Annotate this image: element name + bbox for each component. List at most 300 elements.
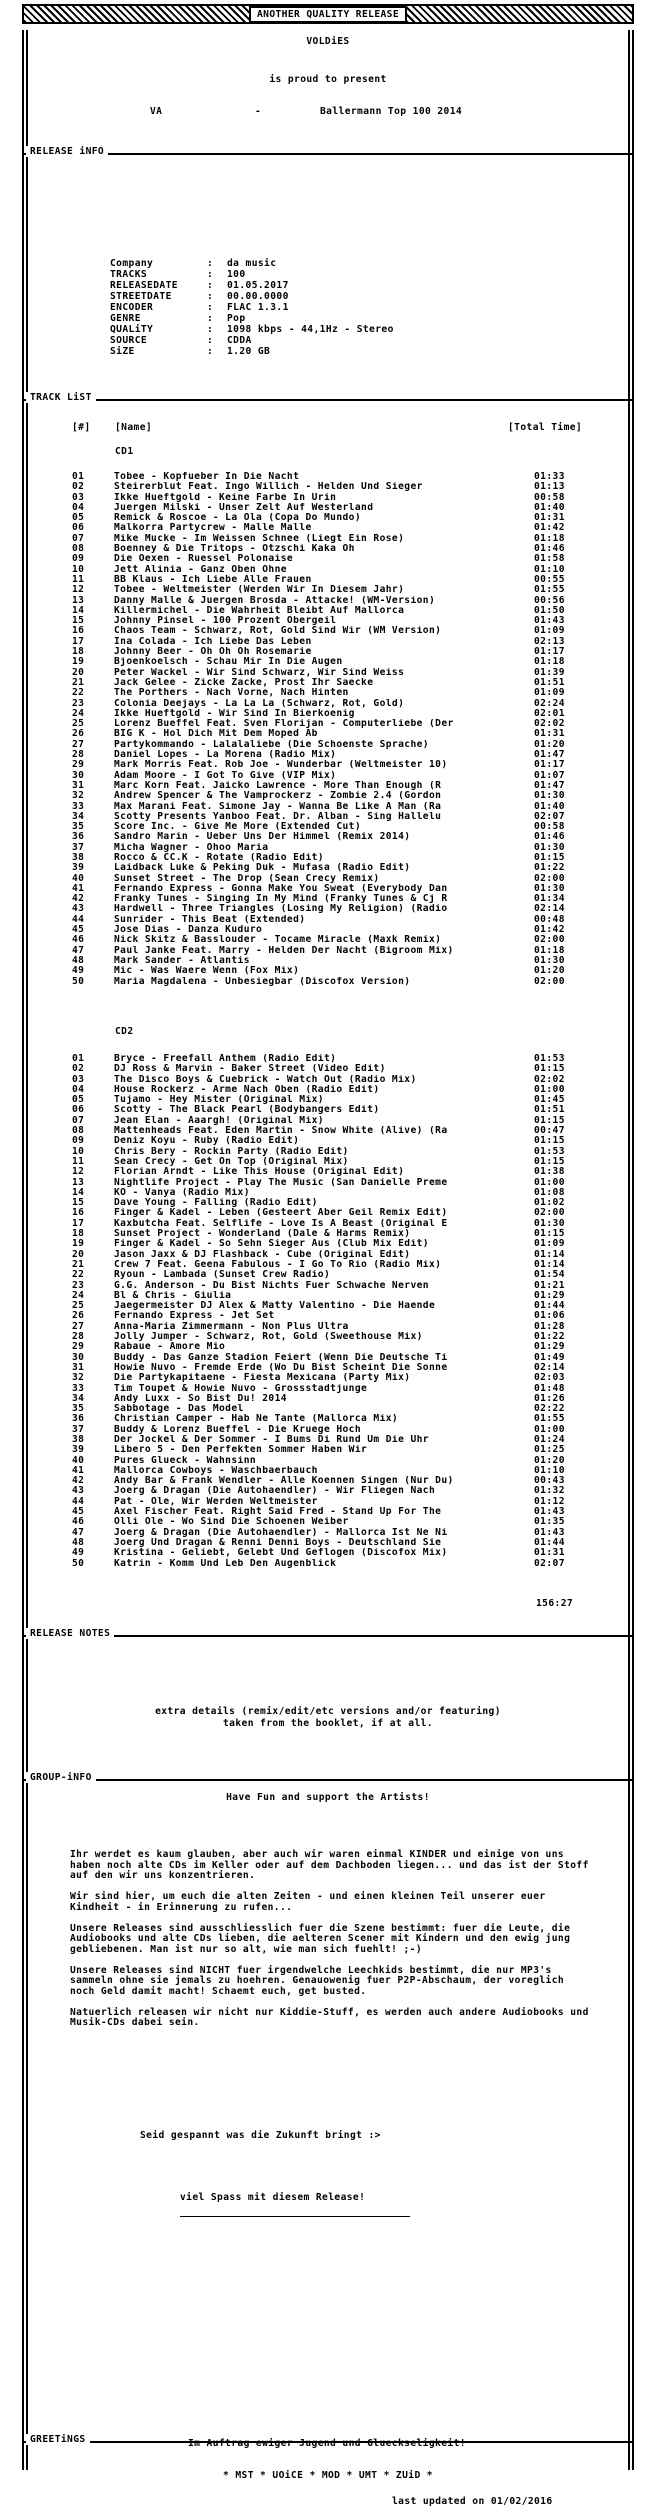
track-row xyxy=(72,1332,574,1342)
track-number: 07 xyxy=(72,1114,85,1126)
info-key: GENRE xyxy=(110,313,141,324)
track-duration: 01:46 xyxy=(534,543,565,555)
track-row xyxy=(72,1456,574,1466)
track-title: Christian Camper - Hab Ne Tante (Mallorca Mix) xyxy=(114,1414,399,1425)
info-colon: : xyxy=(207,335,214,346)
track-title: Pures Glueck - Wahnsinn xyxy=(114,1455,257,1466)
track-title: Boenney & Die Tritops - Otzschi Kaka Oh xyxy=(114,544,355,555)
group-tagline: Have Fun and support the Artists! xyxy=(226,1792,430,1803)
track-title: Mike Mucke - Im Weissen Schnee (Liegt Ein Rose) xyxy=(114,533,405,544)
track-title: Dave Young - Falling (Radio Edit) xyxy=(114,1198,318,1209)
track-row xyxy=(72,771,574,781)
track-title: Mattenheads Feat. Eden Martin - Snow White (Alive) (Ra xyxy=(114,1126,448,1137)
greetings-text: Im Auftrag ewiger Jugend und Glueckseligkeit! xyxy=(188,2438,466,2449)
track-row xyxy=(72,843,574,853)
track-duration: 01:10 xyxy=(534,563,565,575)
track-row xyxy=(72,956,574,966)
track-duration: 01:47 xyxy=(534,779,565,791)
track-row xyxy=(72,1198,574,1208)
track-number: 15 xyxy=(72,1197,85,1209)
track-duration: 01:47 xyxy=(534,749,565,761)
track-duration: 00:58 xyxy=(534,821,565,833)
track-row xyxy=(72,1219,574,1229)
track-title: Libero 5 - Den Perfekten Sommer Haben Wir xyxy=(114,1445,368,1456)
track-duration: 01:00 xyxy=(534,1176,565,1188)
track-title: Peter Wackel - Wir Sind Schwarz, Wir Sind Weiss xyxy=(114,667,405,678)
track-duration: 00:56 xyxy=(534,594,565,606)
track-row xyxy=(72,1363,574,1373)
track-title: Partykommando - Lalalaliebe (Die Schoenste Sprache) xyxy=(114,739,429,750)
track-duration: 01:15 xyxy=(534,1135,565,1147)
track-number: 09 xyxy=(72,553,85,565)
track-title: Steirerblut Feat. Ingo Willich - Helden Und Sieger xyxy=(114,482,423,493)
track-number: 45 xyxy=(72,1506,85,1518)
track-title: Bryce - Freefall Anthem (Radio Edit) xyxy=(114,1054,337,1064)
track-title: Finger & Kadel - Leben (Gesteert Aber Geil Remix Edit) xyxy=(114,1208,448,1219)
track-title: BB Klaus - Ich Liebe Alle Frauen xyxy=(114,574,312,585)
track-title: Sean Crecy - Get On Top (Original Mix) xyxy=(114,1156,349,1167)
group-info-paragraph: Unsere Releases sind NICHT fuer irgendwelche Leechkids bestimmt, die nur MP3's sammeln ohne sie jemals zu hoehren. Genauowenig fuer P2P-Abschaum, der voreglich noch Geld damit macht! Schaemt euch, get busted. xyxy=(70,1964,565,1997)
track-row xyxy=(72,1178,574,1188)
track-duration: 01:24 xyxy=(534,1433,565,1445)
track-number: 17 xyxy=(72,1217,85,1229)
info-value: 1098 kbps - 44,1Hz - Stereo xyxy=(227,324,394,335)
track-duration: 02:22 xyxy=(534,1403,565,1415)
track-row xyxy=(72,977,574,987)
track-number: 43 xyxy=(72,1485,85,1497)
track-number: 42 xyxy=(72,893,85,905)
track-number: 18 xyxy=(72,646,85,658)
track-number: 34 xyxy=(72,810,85,822)
track-number: 23 xyxy=(72,697,85,709)
track-number: 28 xyxy=(72,749,85,761)
track-title: Crew 7 Feat. Geena Fabulous - I Go To Rio (Radio Mix) xyxy=(114,1259,442,1270)
info-colon: : xyxy=(207,280,214,291)
track-row xyxy=(72,719,574,729)
track-duration: 01:18 xyxy=(534,532,565,544)
info-value: 100 xyxy=(227,269,246,280)
track-title: Mic - Was Waere Wenn (Fox Mix) xyxy=(114,966,300,977)
track-number: 33 xyxy=(72,1382,85,1394)
track-number: 25 xyxy=(72,718,85,730)
track-row xyxy=(72,1239,574,1249)
track-duration: 01:25 xyxy=(534,1444,565,1456)
track-duration: 02:00 xyxy=(534,975,565,987)
track-title: Adam Moore - I Got To Give (VIP Mix) xyxy=(114,770,337,781)
track-duration: 01:49 xyxy=(534,1351,565,1363)
track-title: Franky Tunes - Singing In My Mind (Franky Tunes & Cj R xyxy=(114,894,448,905)
track-row xyxy=(72,482,574,492)
track-duration: 01:44 xyxy=(534,1536,565,1548)
track-duration: 01:30 xyxy=(534,841,565,853)
track-title: Score Inc. - Give Me More (Extended Cut) xyxy=(114,822,362,833)
track-number: 16 xyxy=(72,625,85,637)
track-title: Paul Janke Feat. Marry - Helden Der Nacht (Bigroom Mix) xyxy=(114,945,454,956)
proud-line: is proud to present xyxy=(269,74,387,85)
track-duration: 01:29 xyxy=(534,1341,565,1353)
track-title: Joerg & Dragan (Die Autohaendler) - Mallorca Ist Ne Ni xyxy=(114,1527,448,1538)
track-duration: 01:43 xyxy=(534,1526,565,1538)
track-row xyxy=(72,802,574,812)
track-number: 24 xyxy=(72,707,85,719)
track-number: 15 xyxy=(72,615,85,627)
track-title: Daniel Lopes - La Morena (Radio Mix) xyxy=(114,750,337,761)
track-number: 11 xyxy=(72,1155,85,1167)
release-info-row xyxy=(110,291,394,302)
track-duration: 01:45 xyxy=(534,1094,565,1106)
track-title: Ina Colada - Ich Liebe Das Leben xyxy=(114,636,312,647)
track-title: Chaos Team - Schwarz, Rot, Gold Sind Wir (WM Version) xyxy=(114,626,442,637)
track-duration: 02:00 xyxy=(534,934,565,946)
track-duration: 01:42 xyxy=(534,522,565,534)
track-duration: 01:08 xyxy=(534,1186,565,1198)
track-number: 32 xyxy=(72,790,85,802)
track-title: Johnny Pinsel - 100 Prozent Obergeil xyxy=(114,616,337,627)
track-title: Danny Malle & Juergen Brosda - Attacke! (WM-Version) xyxy=(114,595,436,606)
track-title: Jolly Jumper - Schwarz, Rot, Gold (Sweethouse Mix) xyxy=(114,1332,423,1343)
track-title: Jose Dias - Danza Kuduro xyxy=(114,925,263,936)
track-duration: 01:00 xyxy=(534,1423,565,1435)
track-number: 14 xyxy=(72,1186,85,1198)
track-row xyxy=(72,1342,574,1352)
track-row xyxy=(72,1064,574,1074)
track-row xyxy=(72,503,574,513)
track-duration: 01:40 xyxy=(534,800,565,812)
track-row xyxy=(72,1095,574,1105)
track-duration: 01:55 xyxy=(534,1413,565,1425)
info-colon: : xyxy=(207,346,214,357)
track-row xyxy=(72,565,574,575)
track-row xyxy=(72,1105,574,1115)
track-duration: 02:01 xyxy=(534,707,565,719)
track-row xyxy=(72,1085,574,1095)
track-number: 29 xyxy=(72,759,85,771)
last-updated: last updated on 01/02/2016 xyxy=(392,2496,553,2507)
track-duration: 01:20 xyxy=(534,965,565,977)
track-duration: 00:48 xyxy=(534,913,565,925)
info-colon: : xyxy=(207,313,214,324)
track-number: 31 xyxy=(72,779,85,791)
track-number: 01 xyxy=(72,471,85,482)
track-duration: 02:14 xyxy=(534,903,565,915)
track-duration: 01:51 xyxy=(534,1104,565,1116)
track-title: Anna-Maria Zimmermann - Non Plus Ultra xyxy=(114,1321,349,1332)
track-duration: 01:18 xyxy=(534,944,565,956)
cd1-tracklist xyxy=(72,472,574,987)
track-row xyxy=(72,1476,574,1486)
track-duration: 01:30 xyxy=(534,882,565,894)
track-title: Der Jockel & Der Sommer - I Bums Di Rund Um Die Uhr xyxy=(114,1434,429,1445)
track-title: Buddy - Das Ganze Stadion Feiert (Wenn Die Deutsche Ti xyxy=(114,1352,448,1363)
group-info-paragraph: Ihr werdet es kaum glauben, aber auch wir waren einmal KINDER und einige von uns haben noch alte CDs im Keller oder auf dem Dachboden liegen... und das ist der Stoff auf den wir uns konzentrieren. xyxy=(70,1849,589,1881)
track-title: Joerg & Dragan (Die Autohaendler) - Wir Fliegen Nach xyxy=(114,1486,436,1497)
track-number: 27 xyxy=(72,1320,85,1332)
track-row xyxy=(72,1054,574,1064)
track-row xyxy=(72,925,574,935)
track-row xyxy=(72,1126,574,1136)
release-artist: VA xyxy=(150,106,163,117)
info-value: 1.20 GB xyxy=(227,346,271,357)
track-duration: 01:55 xyxy=(534,584,565,596)
track-title: Kristina - Geliebt, Gelebt Und Geflogen (Discofox Mix) xyxy=(114,1548,448,1559)
track-title: Buddy & Lorenz Bueffel - Die Kruege Hoch xyxy=(114,1424,362,1435)
track-title: Jack Gelee - Zicke Zacke, Prost Ihr Saecke xyxy=(114,677,374,688)
track-title: Juergen Milski - Unser Zelt Auf Westerland xyxy=(114,502,374,513)
track-row xyxy=(72,1157,574,1167)
track-title: Joerg Und Dragan & Renni Denni Boys - Deutschland Sie xyxy=(114,1537,442,1548)
track-duration: 01:43 xyxy=(534,1506,565,1518)
track-row xyxy=(72,1528,574,1538)
track-title: Pat - Ole, Wir Werden Weltmeister xyxy=(114,1496,318,1507)
track-title: Axel Fischer Feat. Right Said Fred - Stand Up For The xyxy=(114,1507,442,1518)
info-key: SiZE xyxy=(110,346,135,357)
info-colon: : xyxy=(207,302,214,313)
track-number: 49 xyxy=(72,1547,85,1559)
info-value: CDDA xyxy=(227,335,252,346)
track-title: The Disco Boys & Cuebrick - Watch Out (Radio Mix) xyxy=(114,1074,417,1085)
track-row xyxy=(72,1291,574,1301)
track-row xyxy=(72,1188,574,1198)
track-title: Howie Nuvo - Fremde Erde (Wo Du Bist Scheint Die Sonne xyxy=(114,1362,448,1373)
track-number: 46 xyxy=(72,934,85,946)
track-row xyxy=(72,822,574,832)
track-row xyxy=(72,791,574,801)
track-title: Rocco & CC.K - Rotate (Radio Edit) xyxy=(114,852,324,863)
track-number: 10 xyxy=(72,1145,85,1157)
track-duration: 01:22 xyxy=(534,1331,565,1343)
track-duration: 02:07 xyxy=(534,1557,565,1569)
track-title: Olli Ole - Wo Sind Die Schoenen Weiber xyxy=(114,1517,349,1528)
track-number: 10 xyxy=(72,563,85,575)
track-number: 03 xyxy=(72,491,85,503)
track-number: 04 xyxy=(72,1083,85,1095)
track-row xyxy=(72,554,574,564)
track-duration: 01:13 xyxy=(534,481,565,493)
track-number: 31 xyxy=(72,1361,85,1373)
track-row xyxy=(72,884,574,894)
track-duration: 02:00 xyxy=(534,1207,565,1219)
track-title: Tim Toupet & Howie Nuvo - Grossstadtjunge xyxy=(114,1383,368,1394)
release-info-row xyxy=(110,258,394,269)
track-duration: 02:03 xyxy=(534,1372,565,1384)
col-name-header: [Name] xyxy=(115,422,153,433)
track-number: 19 xyxy=(72,1238,85,1250)
track-title: Jason Jaxx & DJ Flashback - Cube (Original Edit) xyxy=(114,1249,411,1260)
track-duration: 01:46 xyxy=(534,831,565,843)
track-title: Fernando Express - Jet Set xyxy=(114,1311,275,1322)
track-row xyxy=(72,523,574,533)
track-duration: 01:28 xyxy=(534,1320,565,1332)
track-duration: 01:14 xyxy=(534,1248,565,1260)
track-number: 48 xyxy=(72,1536,85,1548)
track-row xyxy=(72,863,574,873)
track-title: House Rockerz - Arme Nach Oben (Radio Edit) xyxy=(114,1084,380,1095)
track-title: Sunset Project - Wonderland (Dale & Harms Remix) xyxy=(114,1229,411,1240)
track-row xyxy=(72,1497,574,1507)
track-duration: 01:58 xyxy=(534,553,565,565)
track-row xyxy=(72,709,574,719)
track-number: 35 xyxy=(72,821,85,833)
track-title: Katrin - Komm Und Leb Den Augenblick xyxy=(114,1558,337,1569)
track-number: 27 xyxy=(72,738,85,750)
track-row xyxy=(72,575,574,585)
track-row xyxy=(72,935,574,945)
track-title: Bjoenkoelsch - Schau Mir In Die Augen xyxy=(114,657,343,668)
track-title: Scotty - The Black Pearl (Bodybangers Edit) xyxy=(114,1105,380,1116)
track-title: Mark Morris Feat. Rob Joe - Wunderbar (Weltmeister 10) xyxy=(114,760,448,771)
track-title: Andy Luxx - So Bist Du! 2014 xyxy=(114,1393,287,1404)
info-key: RELEASEDATE xyxy=(110,280,178,291)
info-key: STREETDATE xyxy=(110,291,172,302)
track-title: Nightlife Project - Play The Music (San Danielle Preme xyxy=(114,1177,448,1188)
track-number: 28 xyxy=(72,1331,85,1343)
track-row xyxy=(72,1486,574,1496)
release-info-row xyxy=(110,313,394,324)
track-row xyxy=(72,585,574,595)
track-number: 40 xyxy=(72,1454,85,1466)
track-row xyxy=(72,544,574,554)
track-title: Johnny Beer - Oh Oh Oh Rosemarie xyxy=(114,647,312,658)
group-info-paragraph: Wir sind hier, um euch die alten Zeiten - und einen kleinen Teil unserer euer Kindheit - in Erinnerung zu rufen... xyxy=(70,1891,546,1913)
track-number: 44 xyxy=(72,1495,85,1507)
track-duration: 01:21 xyxy=(534,1279,565,1291)
track-title: Andy Bar & Frank Wendler - Alle Koennen Singen (Nur Du) xyxy=(114,1476,454,1487)
track-number: 30 xyxy=(72,1351,85,1363)
track-duration: 01:31 xyxy=(534,728,565,740)
track-duration: 01:20 xyxy=(534,738,565,750)
track-duration: 01:31 xyxy=(534,512,565,524)
track-duration: 01:54 xyxy=(534,1269,565,1281)
track-title: Ikke Hueftgold - Keine Farbe In Urin xyxy=(114,492,337,503)
col-time-header: [Total Time] xyxy=(508,422,583,433)
track-number: 45 xyxy=(72,924,85,936)
track-number: 11 xyxy=(72,573,85,585)
info-value: 01.05.2017 xyxy=(227,280,289,291)
track-row xyxy=(72,1270,574,1280)
info-key: QUALiTY xyxy=(110,324,154,335)
track-duration: 01:29 xyxy=(534,1289,565,1301)
track-duration: 01:43 xyxy=(534,615,565,627)
info-colon: : xyxy=(207,258,214,269)
section-title: GROUP-iNFO xyxy=(26,1772,96,1783)
track-row xyxy=(72,1229,574,1239)
track-duration: 01:48 xyxy=(534,1382,565,1394)
track-row xyxy=(72,874,574,884)
track-row xyxy=(72,1136,574,1146)
track-title: Deniz Koyu - Ruby (Radio Edit) xyxy=(114,1136,300,1147)
track-title: Kaxbutcha Feat. Selflife - Love Is A Beast (Original E xyxy=(114,1218,448,1229)
track-number: 21 xyxy=(72,676,85,688)
track-number: 22 xyxy=(72,1269,85,1281)
track-duration: 01:18 xyxy=(534,656,565,668)
track-number: 50 xyxy=(72,975,85,987)
track-duration: 01:15 xyxy=(534,851,565,863)
track-row xyxy=(72,1507,574,1517)
track-title: Die Oexen - Ruessel Polonaise xyxy=(114,554,294,565)
underline-divider xyxy=(180,2216,410,2217)
track-number: 05 xyxy=(72,1094,85,1106)
track-number: 07 xyxy=(72,532,85,544)
track-row xyxy=(72,657,574,667)
track-number: 12 xyxy=(72,1166,85,1178)
track-title: Mallorca Cowboys - Waschbaerbauch xyxy=(114,1465,318,1476)
track-row xyxy=(72,1394,574,1404)
track-row xyxy=(72,832,574,842)
track-row xyxy=(72,513,574,523)
track-duration: 01:15 xyxy=(534,1228,565,1240)
track-title: DJ Ross & Marvin - Baker Street (Video Edit) xyxy=(114,1064,386,1075)
track-row xyxy=(72,781,574,791)
section-title: RELEASE NOTES xyxy=(26,1628,114,1639)
track-duration: 02:07 xyxy=(534,810,565,822)
info-colon: : xyxy=(207,291,214,302)
track-number: 32 xyxy=(72,1372,85,1384)
track-row xyxy=(72,750,574,760)
track-number: 33 xyxy=(72,800,85,812)
track-row xyxy=(72,1353,574,1363)
track-number: 37 xyxy=(72,841,85,853)
info-value: Pop xyxy=(227,313,246,324)
track-row xyxy=(72,1445,574,1455)
track-row xyxy=(72,729,574,739)
track-number: 26 xyxy=(72,728,85,740)
track-row xyxy=(72,1404,574,1414)
track-number: 18 xyxy=(72,1228,85,1240)
track-title: The Porthers - Nach Vorne, Nach Hinten xyxy=(114,688,349,699)
track-duration: 01:15 xyxy=(534,1155,565,1167)
track-title: Ikke Hueftgold - Wir Sind In Bierkoenig xyxy=(114,708,355,719)
track-duration: 02:24 xyxy=(534,697,565,709)
track-row xyxy=(72,1281,574,1291)
track-number: 39 xyxy=(72,1444,85,1456)
group-info-paragraph: Natuerlich releasen wir nicht nur Kiddie-Stuff, es werden auch andere Audiobooks und Musik-CDs dabei sein. xyxy=(70,2006,589,2028)
track-number: 12 xyxy=(72,584,85,596)
track-row xyxy=(72,606,574,616)
track-duration: 01:10 xyxy=(534,1464,565,1476)
track-number: 42 xyxy=(72,1475,85,1487)
track-title: BIG K - Hol Dich Mit Dem Moped Ab xyxy=(114,729,318,740)
track-number: 02 xyxy=(72,1063,85,1075)
track-duration: 01:09 xyxy=(534,625,565,637)
release-title: Ballermann Top 100 2014 xyxy=(320,106,463,117)
track-number: 24 xyxy=(72,1289,85,1301)
track-row xyxy=(72,616,574,626)
track-duration: 01:34 xyxy=(534,893,565,905)
info-colon: : xyxy=(207,269,214,280)
track-title: Malkorra Partycrew - Malle Malle xyxy=(114,523,312,534)
info-colon: : xyxy=(207,324,214,335)
track-number: 13 xyxy=(72,1176,85,1188)
track-title: Tobee - Kopfueber In Die Nacht xyxy=(114,472,300,482)
track-title: Tobee - Weltmeister (Werden Wir In Diesem Jahr) xyxy=(114,585,405,596)
cd2-label: CD2 xyxy=(115,1026,134,1037)
closing-line-2: viel Spass mit diesem Release! xyxy=(180,2192,366,2203)
track-number: 25 xyxy=(72,1300,85,1312)
track-title: Remick & Roscoe - La Ola (Copa Do Mundo) xyxy=(114,513,362,524)
track-duration: 02:13 xyxy=(534,635,565,647)
release-info-row xyxy=(110,280,394,291)
track-title: Jaegermeister DJ Alex & Matty Valentino - Die Haende xyxy=(114,1301,436,1312)
track-title: Tujamo - Hey Mister (Original Mix) xyxy=(114,1095,324,1106)
track-title: Sunrider - This Beat (Extended) xyxy=(114,914,306,925)
info-value: da music xyxy=(227,258,277,269)
track-duration: 01:14 xyxy=(534,1258,565,1270)
track-number: 38 xyxy=(72,1433,85,1445)
track-title: Fernando Express - Gonna Make You Sweat (Everybody Dan xyxy=(114,883,448,894)
track-duration: 01:39 xyxy=(534,666,565,678)
track-number: 13 xyxy=(72,594,85,606)
notes-line-1: extra details (remix/edit/etc versions and/or featuring) xyxy=(155,1706,501,1717)
